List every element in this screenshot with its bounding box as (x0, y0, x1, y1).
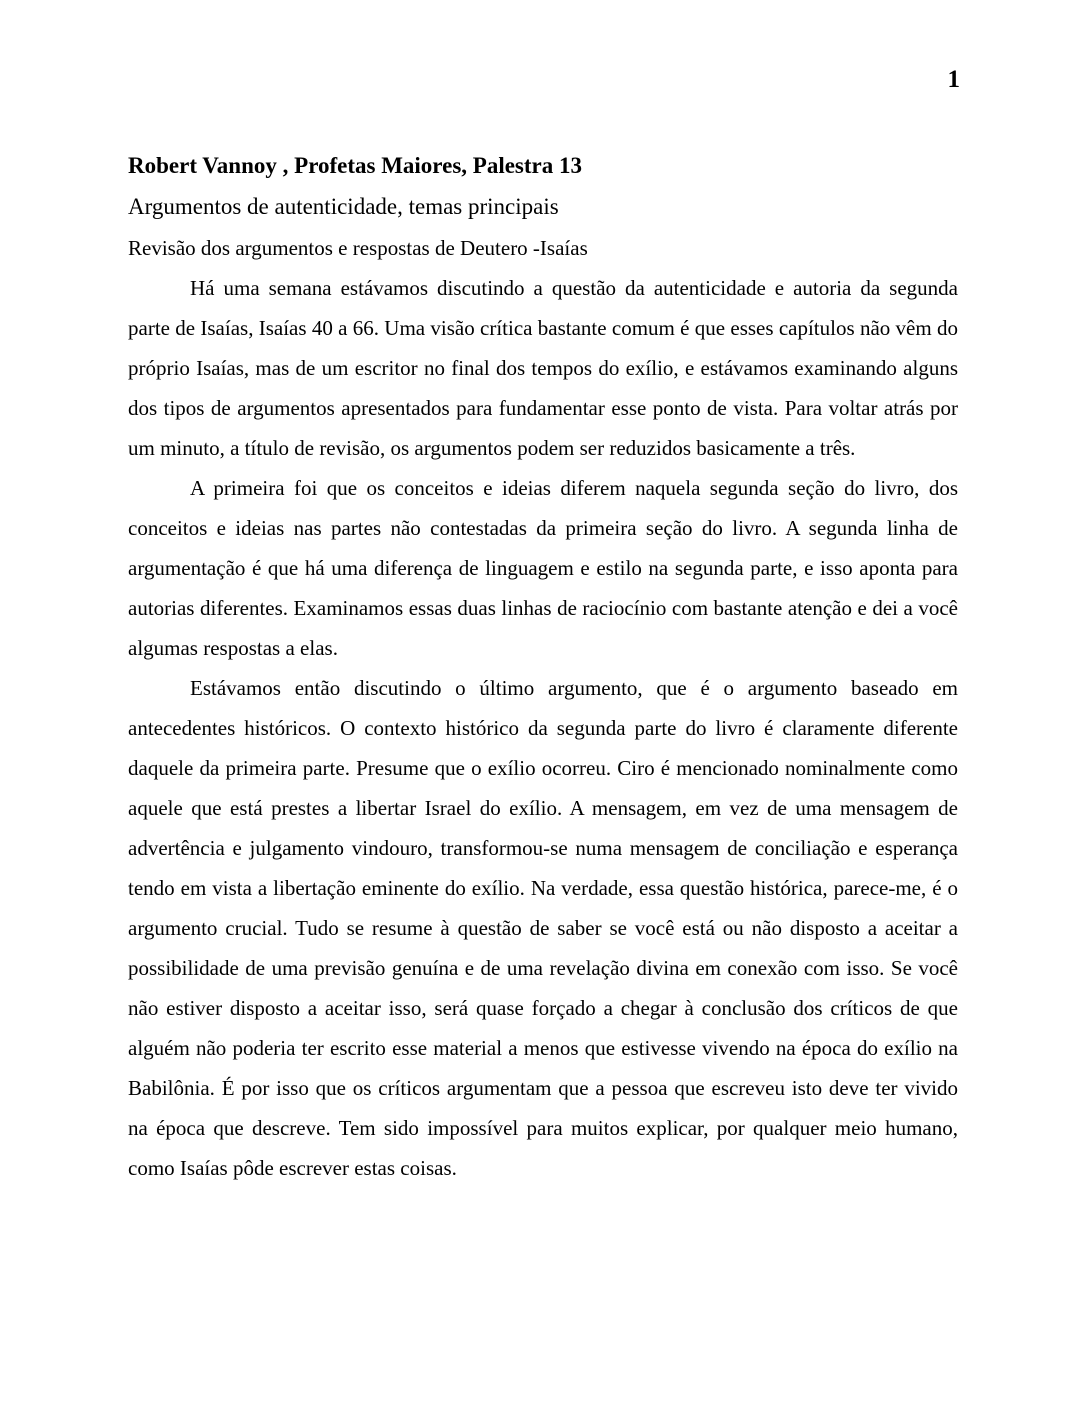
document-subtitle-secondary: Revisão dos argumentos e respostas de Deutero -Isaías (128, 236, 588, 260)
paragraph-2: A primeira foi que os conceitos e ideias diferem naquela segunda seção do livro, dos conceitos e ideias nas partes não contestadas da primeira seção do livro. A segunda linha de argumentação é que há uma diferença de linguagem e estilo na segunda parte, e isso aponta para autorias diferentes. Examinamos essas duas linhas de raciocínio com bastante atenção e dei a você algumas respostas a elas. (128, 476, 958, 660)
document-body (128, 146, 958, 1188)
page-number: 1 (947, 66, 960, 93)
paragraph-3: Estávamos então discutindo o último argumento, que é o argumento baseado em antecedentes históricos. O contexto histórico da segunda parte do livro é claramente diferente daquele da primeira parte. Presume que o exílio ocorreu. Ciro é mencionado nominalmente como aquele que está prestes a libertar Israel do exílio. A mensagem, em vez de uma mensagem de advertência e julgamento vindouro, transformou-se numa mensagem de conciliação e esperança tendo em vista a libertação eminente do exílio. Na verdade, essa questão histórica, parece-me, é o argumento crucial. Tudo se resume à questão de saber se você está ou não disposto a aceitar a possibilidade de uma previsão genuína e de uma revelação divina em conexão com isso. Se você não estiver disposto a aceitar isso, será quase forçado a chegar à conclusão dos críticos de que alguém não poderia ter escrito esse material a menos que estivesse vivendo na época do exílio na Babilônia. É por isso que os críticos argumentam que a pessoa que escreveu isto deve ter vivido na época que descreve. Tem sido impossível para muitos explicar, por qualquer meio humano, como Isaías pôde escrever estas coisas. (128, 676, 958, 1180)
document-title: Robert Vannoy , Profetas Maiores, Palestra 13 (128, 153, 582, 178)
paragraph-1: Há uma semana estávamos discutindo a questão da autenticidade e autoria da segunda parte de Isaías, Isaías 40 a 66. Uma visão crítica bastante comum é que esses capítulos não vêm do próprio Isaías, mas de um escritor no final dos tempos do exílio, e estávamos examinando alguns dos tipos de argumentos apresentados para fundamentar esse ponto de vista. Para voltar atrás por um minuto, a título de revisão, os argumentos podem ser reduzidos basicamente a três. (128, 276, 958, 460)
document-subtitle: Argumentos de autenticidade, temas principais (128, 194, 559, 219)
